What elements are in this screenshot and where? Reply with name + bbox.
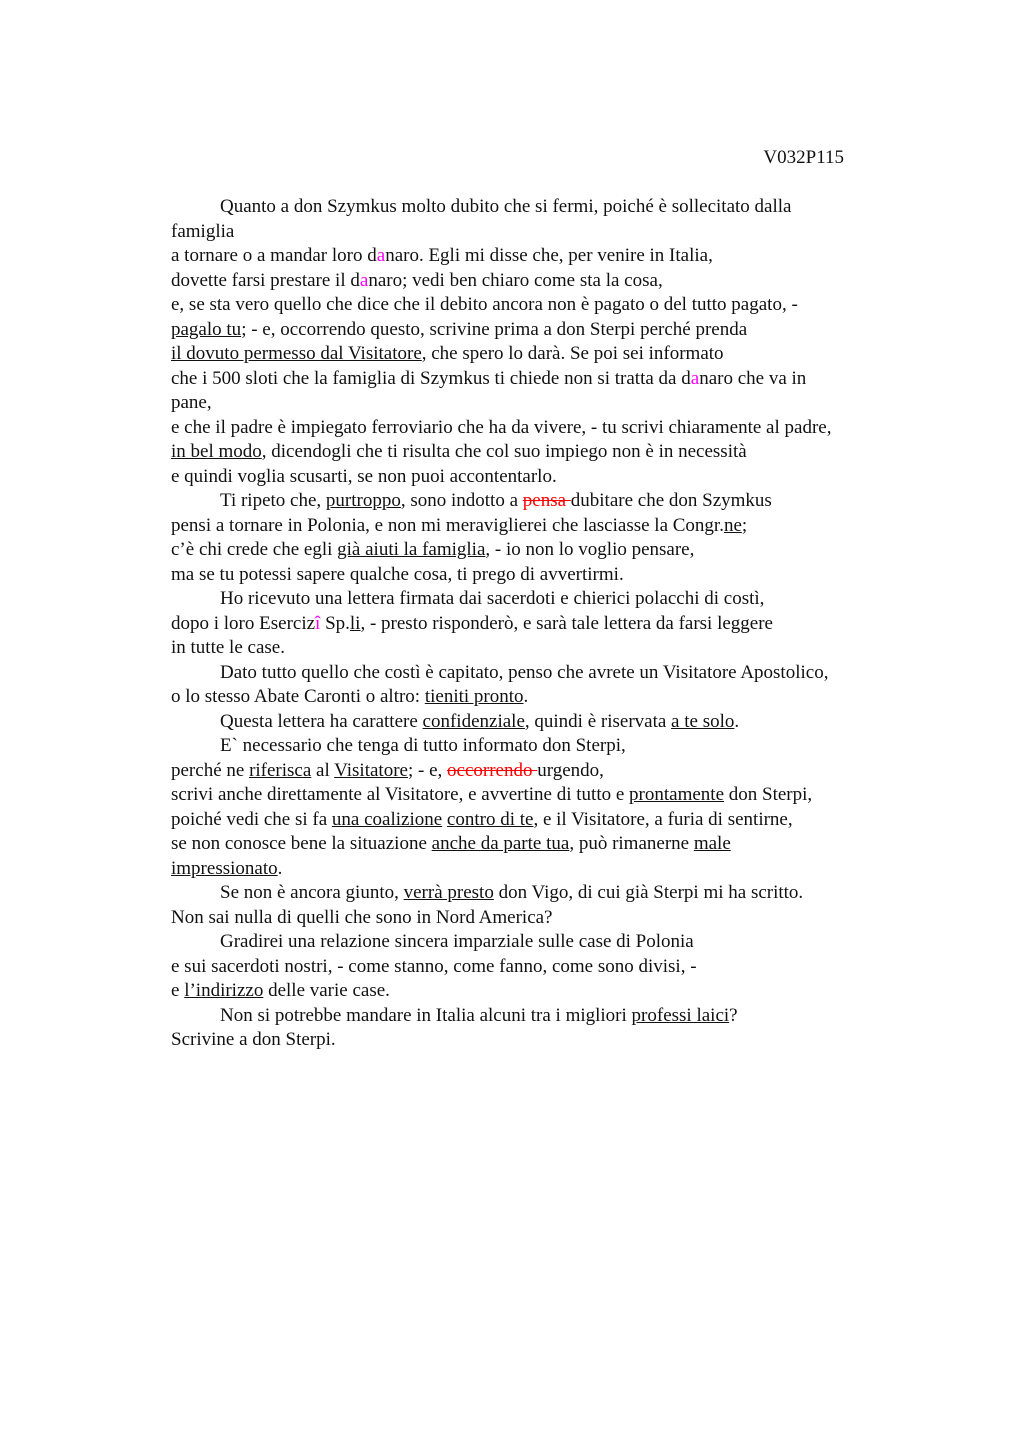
text-line [171, 220, 901, 245]
text-run: e sui sacerdoti nostri, - come stanno, come fanno, come sono divisi, - [171, 955, 697, 977]
text-run: a tornare o a mandar loro d [171, 245, 377, 266]
deleted-text: pensa [522, 490, 571, 511]
text-run: don Vigo, di cui già Sterpi mi ha scritto. [493, 882, 804, 903]
text-line [171, 661, 901, 686]
underlined-text: verrà presto [403, 882, 494, 903]
deleted-text: occorrendo [447, 759, 538, 781]
highlighted-correction: a [376, 245, 386, 266]
text-line [171, 1028, 901, 1053]
text-run: Non sai nulla di quelli che sono in Nord America? [171, 906, 553, 928]
text-run: o lo stesso Abate Caronti o altro: [171, 686, 425, 707]
text-run: pane, [171, 392, 212, 413]
text-line [171, 808, 901, 833]
text-run: Non si potrebbe mandare in Italia alcuni tra i migliori [220, 1004, 632, 1026]
text-run: , sono indotto a [400, 490, 523, 511]
text-line [171, 783, 901, 808]
text-line [171, 367, 901, 392]
text-run: dopo i loro Eserciz [171, 612, 316, 634]
text-run: Sp. [320, 612, 350, 634]
underlined-text: una coalizione [331, 808, 443, 830]
letter-body [171, 195, 901, 1053]
underlined-text: confidenziale [422, 710, 525, 732]
text-run: . [734, 710, 740, 732]
text-run: E` necessario che tenga di tutto informato don Sterpi, [220, 735, 626, 756]
text-line [171, 318, 901, 343]
text-run: , dicendogli che ti risulta che col suo impiego non è in necessità [261, 441, 747, 462]
text-line [171, 612, 901, 637]
text-run: dovette farsi prestare il d [171, 269, 360, 291]
text-line [171, 342, 901, 367]
text-line [171, 685, 901, 710]
text-run: Ti ripeto che, [220, 490, 326, 511]
text-run: famiglia [171, 220, 235, 242]
highlighted-correction: a [359, 269, 369, 291]
text-run: Scrivine a don Sterpi. [171, 1029, 336, 1050]
underlined-text: prontamente [629, 784, 725, 805]
text-run: naro. Egli mi disse che, per venire in Italia, [385, 245, 713, 266]
text-line [171, 759, 901, 784]
text-run: ; - e, [407, 759, 448, 781]
text-line [171, 269, 901, 294]
text-run: , - presto risponderò, e sarà tale lettera da farsi leggere [360, 612, 773, 634]
underlined-text: a te solo [671, 710, 735, 732]
underlined-text: ne [723, 514, 742, 536]
highlighted-correction: a [690, 367, 700, 389]
text-run: e [171, 980, 185, 1001]
text-line [171, 881, 901, 906]
text-run: dubitare che don Szymkus [570, 490, 772, 511]
underlined-text: Visitatore [334, 759, 408, 781]
text-run: che i 500 sloti che la famiglia di Szymkus ti chiede non si tratta da d [171, 367, 691, 389]
text-run: e che il padre è impiegato ferroviario che ha da vivere, - tu scrivi chiaramente al padre, [171, 416, 832, 438]
underlined-text: male [693, 833, 731, 854]
text-run: e quindi voglia scusarti, se non puoi accontentarlo. [171, 465, 557, 487]
underlined-text: l’indirizzo [184, 980, 264, 1001]
text-line [171, 955, 901, 980]
text-line [171, 587, 901, 612]
text-line [171, 857, 901, 882]
text-run: Se non è ancora giunto, [220, 882, 404, 903]
text-run: , che spero lo darà. Se poi sei informato [421, 343, 724, 364]
text-run: , può rimanerne [569, 833, 694, 854]
text-line [171, 514, 901, 539]
text-line [171, 563, 901, 588]
text-line [171, 636, 901, 661]
text-line [171, 440, 901, 465]
text-line [171, 391, 901, 416]
underlined-text: contro di te [446, 808, 534, 830]
text-run: , - io non lo voglio pensare, [485, 539, 695, 560]
underlined-text: già aiuti la famiglia [337, 539, 486, 560]
underlined-text: li [349, 612, 361, 634]
underlined-text: purtroppo [325, 490, 401, 511]
page-identifier: V032P115 [763, 147, 844, 168]
highlighted-correction: î [315, 612, 321, 634]
text-line [171, 244, 901, 269]
text-run: , e il Visitatore, a furia di sentirne, [533, 808, 793, 830]
underlined-text: professi laici [631, 1004, 730, 1026]
text-line [171, 734, 901, 759]
text-run: e, se sta vero quello che dice che il debito ancora non è pagato o del tutto pagato, - [171, 294, 798, 315]
underlined-text: pagalo tu [171, 318, 242, 340]
text-line [171, 538, 901, 563]
text-line [171, 195, 901, 220]
text-run: ma se tu potessi sapere qualche cosa, ti prego di avvertirmi. [171, 563, 624, 585]
text-run: ; [741, 514, 748, 536]
underlined-text: impressionato [171, 857, 278, 879]
text-run: don Sterpi, [724, 784, 813, 805]
text-line [171, 979, 901, 1004]
text-run: in tutte le case. [171, 637, 285, 658]
text-line [171, 906, 901, 931]
text-run: al [311, 759, 335, 781]
text-run: naro che va in [699, 367, 807, 389]
text-run: ? [729, 1004, 738, 1026]
text-run: . [523, 686, 529, 707]
underlined-text: anche da parte tua [431, 833, 570, 854]
text-line [171, 710, 901, 735]
text-run: urgendo, [537, 759, 604, 781]
text-line [171, 293, 901, 318]
text-line [171, 1004, 901, 1029]
text-run: scrivi anche direttamente al Visitatore, e avvertine di tutto e [171, 784, 630, 805]
text-run: delle varie case. [263, 980, 390, 1001]
text-run: Ho ricevuto una lettera firmata dai sacerdoti e chierici polacchi di costì, [220, 588, 765, 609]
underlined-text: in bel modo [171, 441, 262, 462]
text-run: perché ne [171, 759, 250, 781]
text-line [171, 489, 901, 514]
text-run: se non conosce bene la situazione [171, 833, 432, 854]
text-line [171, 465, 901, 490]
text-run: Dato tutto quello che costì è capitato, penso che avrete un Visitatore Apostolico, [220, 661, 829, 683]
text-line [171, 416, 901, 441]
text-run: Gradirei una relazione sincera imparziale sulle case di Polonia [220, 931, 694, 952]
text-run: Questa lettera ha carattere [220, 710, 423, 732]
underlined-text: riferisca [249, 759, 312, 781]
underlined-text: il dovuto permesso dal Visitatore [171, 343, 422, 364]
text-run: , quindi è riservata [524, 710, 672, 732]
text-run: pensi a tornare in Polonia, e non mi meraviglierei che lasciasse la Congr. [171, 514, 724, 536]
text-line [171, 930, 901, 955]
underlined-text: tieniti pronto [424, 686, 524, 707]
text-run: c’è chi crede che egli [171, 539, 338, 560]
text-run: naro; vedi ben chiaro come sta la cosa, [368, 269, 663, 291]
text-run: ; - e, occorrendo questo, scrivine prima a don Sterpi perché prenda [241, 318, 748, 340]
text-line [171, 832, 901, 857]
text-run: . [277, 857, 283, 879]
text-run: poiché vedi che si fa [171, 808, 332, 830]
text-run: Quanto a don Szymkus molto dubito che si fermi, poiché è sollecitato dalla [220, 196, 792, 217]
